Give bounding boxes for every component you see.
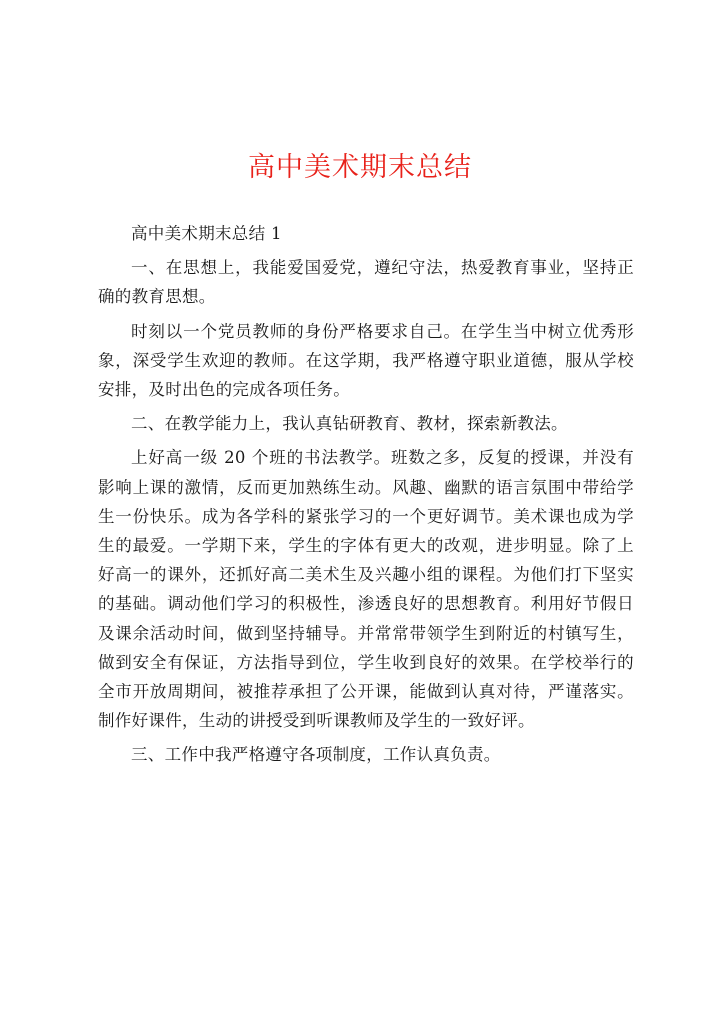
paragraph: 一、在思想上，我能爱国爱党，遵纪守法，热爱教育事业，坚持正确的教育思想。: [98, 258, 634, 307]
document-title: 高中美术期末总结: [248, 152, 472, 183]
section-heading: 高中美术期末总结 1: [131, 224, 282, 243]
paragraph: 三、工作中我严格遵守各项制度，工作认真负责。: [131, 745, 501, 765]
paragraph: 二、在教学能力上，我认真钻研教育、教材，探索新教法。: [131, 414, 568, 434]
paragraph: 时刻以一个党员教师的身份严格要求自己。在学生当中树立优秀形象，深受学生欢迎的教师。在这学期，我严格遵守职业道德，服从学校安排，及时出色的完成各项任务。: [98, 321, 634, 400]
paragraph: 上好高一级 20 个班的书法教学。班数之多，反复的授课，并没有影响上课的激情，反而更加熟练生动。风趣、幽默的语言氛围中带给学生一份快乐。成为各学科的紧张学习的一个更好调节。美术课也成为学生的最爱。一学期下来，学生的字体有更大的改观，进步明显。除了上好高一的课外，还抓好高二美术生及兴趣小组的课程。为他们打下坚实的基础。调动他们学习的积极性，渗透良好的思想教育。利用好节假日及课余活动时间，做到坚持辅导。并常常带领学生到附近的村镇写生，做到安全有保证，方法指导到位，学生收到良好的效果。在学校举行的全市开放周期间，被推荐承担了公开课，能做到认真对待，严谨落实。制作好课件，生动的讲授受到听课教师及学生的一致好评。: [98, 448, 634, 731]
document-body: [98, 219, 634, 775]
